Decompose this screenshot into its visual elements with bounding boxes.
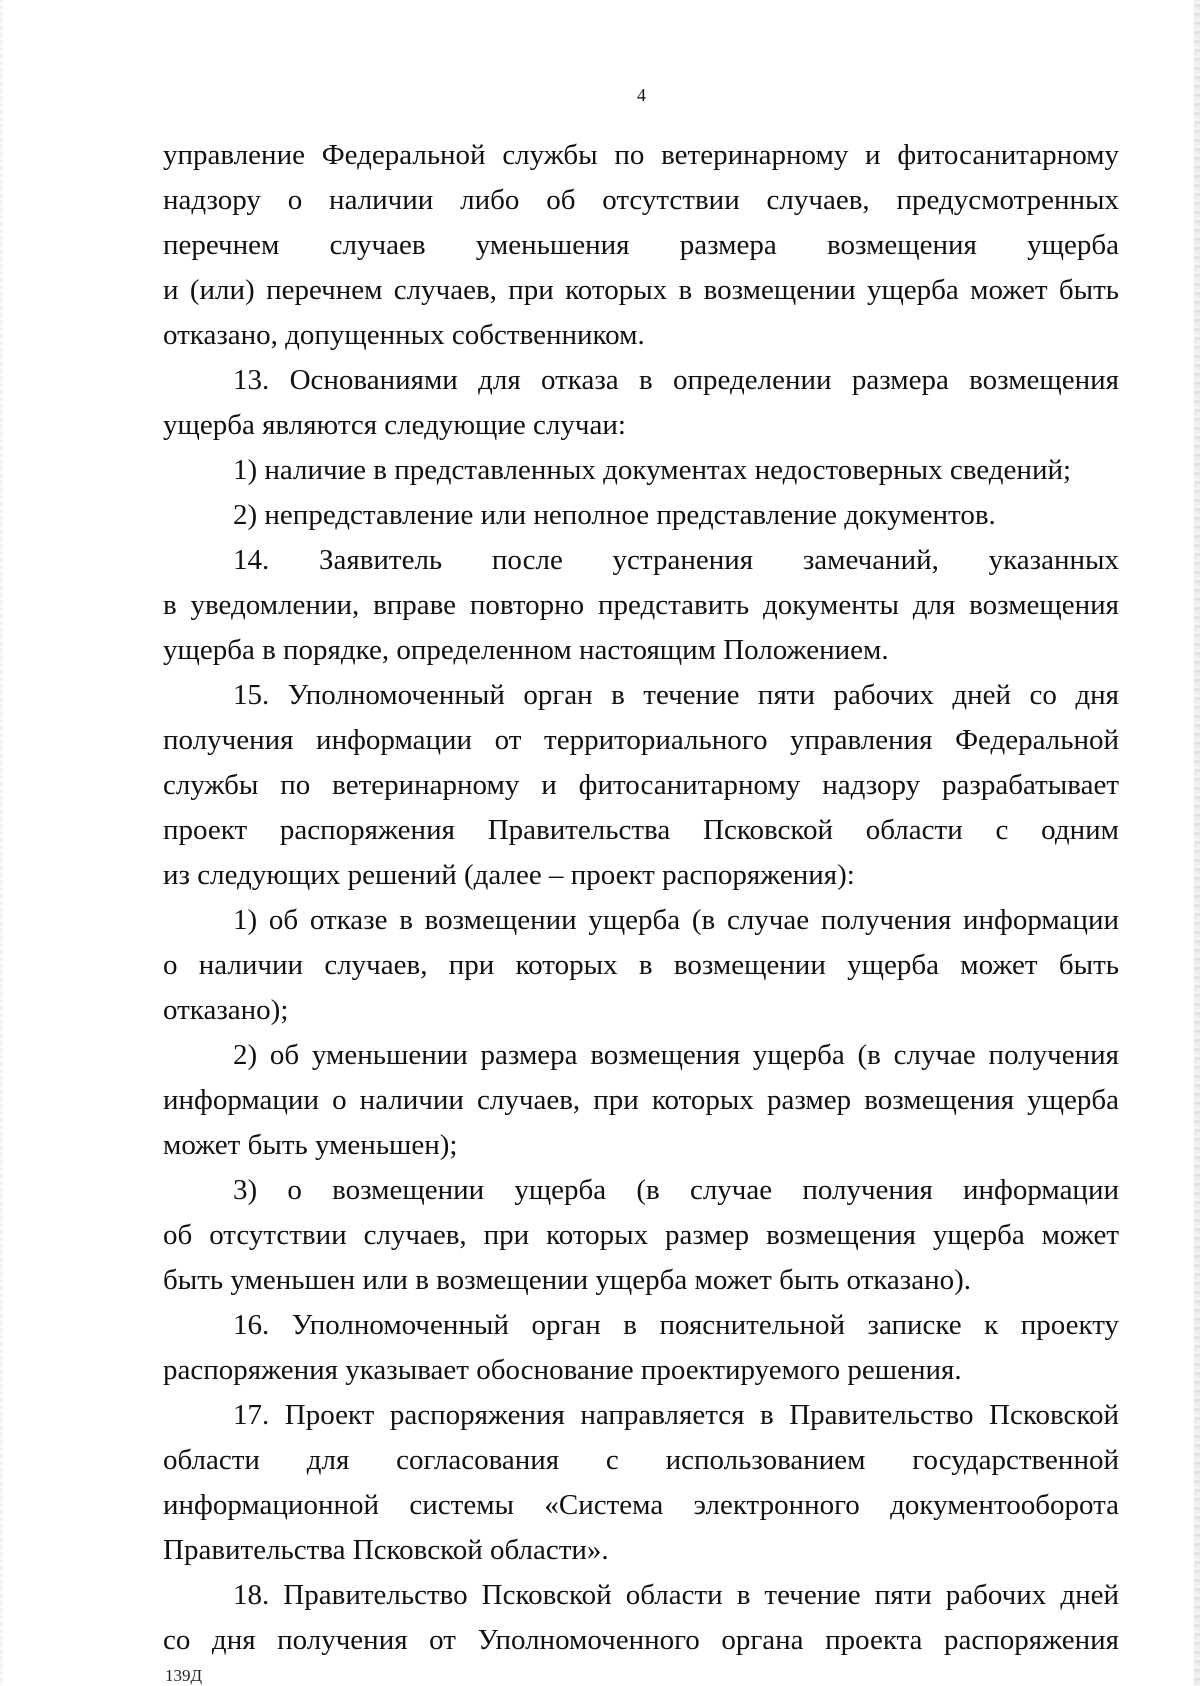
text-line: и (или) перечнем случаев, при которых в возмещении ущерба может быть bbox=[163, 274, 1119, 306]
paragraph-18-line: 18. Правительство Псковской области в течение пяти рабочих дней bbox=[233, 1579, 1119, 1611]
paragraph-13-line: 13. Основаниями для отказа в определении размера возмещения bbox=[233, 364, 1119, 396]
footer-document-code: 139Д bbox=[165, 1666, 203, 1685]
text-line: в уведомлении, вправе повторно представить документы для возмещения bbox=[163, 589, 1119, 621]
text-line: службы по ветеринарному и фитосанитарному надзору разрабатывает bbox=[163, 769, 1119, 801]
text-line: проект распоряжения Правительства Псковской области с одним bbox=[163, 814, 1119, 846]
list-item-line: 2) непредставление или неполное представление документов. bbox=[233, 499, 996, 531]
paragraph-16-line: 16. Уполномоченный орган в пояснительной записке к проекту bbox=[233, 1309, 1119, 1341]
document-body bbox=[163, 133, 1119, 1663]
scan-right-edge bbox=[1194, 0, 1200, 1686]
text-line: информационной системы «Система электронного документооборота bbox=[163, 1489, 1119, 1521]
text-line: из следующих решений (далее – проект распоряжения): bbox=[163, 859, 855, 891]
scan-left-edge bbox=[0, 0, 3, 1686]
paragraph-15-line: 15. Уполномоченный орган в течение пяти рабочих дней со дня bbox=[233, 679, 1119, 711]
list-item-line: 1) об отказе в возмещении ущерба (в случае получения информации bbox=[233, 904, 1119, 936]
text-line: Правительства Псковской области». bbox=[163, 1534, 609, 1566]
list-item-line: 1) наличие в представленных документах недостоверных сведений; bbox=[233, 454, 1072, 486]
text-line: надзору о наличии либо об отсутствии случаев, предусмотренных bbox=[163, 184, 1119, 216]
text-line: распоряжения указывает обоснование проектируемого решения. bbox=[163, 1354, 962, 1386]
text-line: о наличии случаев, при которых в возмещении ущерба может быть bbox=[163, 949, 1119, 981]
text-line: перечнем случаев уменьшения размера возмещения ущерба bbox=[163, 229, 1119, 261]
paragraph-17-line: 17. Проект распоряжения направляется в Правительство Псковской bbox=[233, 1399, 1119, 1431]
page-number: 4 bbox=[637, 85, 646, 105]
text-line: ущерба являются следующие случаи: bbox=[163, 409, 626, 441]
text-line: отказано, допущенных собственником. bbox=[163, 319, 645, 351]
text-line: может быть уменьшен); bbox=[163, 1129, 458, 1161]
text-line: об отсутствии случаев, при которых размер возмещения ущерба может bbox=[163, 1219, 1119, 1251]
text-line: получения информации от территориального управления Федеральной bbox=[163, 724, 1119, 756]
text-line: области для согласования с использованием государственной bbox=[163, 1444, 1119, 1476]
paragraph-14-line: 14. Заявитель после устранения замечаний, указанных bbox=[233, 544, 1119, 576]
text-line: быть уменьшен или в возмещении ущерба может быть отказано). bbox=[163, 1264, 972, 1296]
text-line: со дня получения от Уполномоченного органа проекта распоряжения bbox=[163, 1624, 1119, 1656]
text-line: ущерба в порядке, определенном настоящим Положением. bbox=[163, 634, 889, 666]
text-line: отказано); bbox=[163, 994, 289, 1026]
list-item-line: 2) об уменьшении размера возмещения ущерба (в случае получения bbox=[233, 1039, 1119, 1071]
text-line: информации о наличии случаев, при которых размер возмещения ущерба bbox=[163, 1084, 1119, 1116]
list-item-line: 3) о возмещении ущерба (в случае получения информации bbox=[233, 1174, 1119, 1206]
text-line: управление Федеральной службы по ветеринарному и фитосанитарному bbox=[163, 139, 1119, 171]
